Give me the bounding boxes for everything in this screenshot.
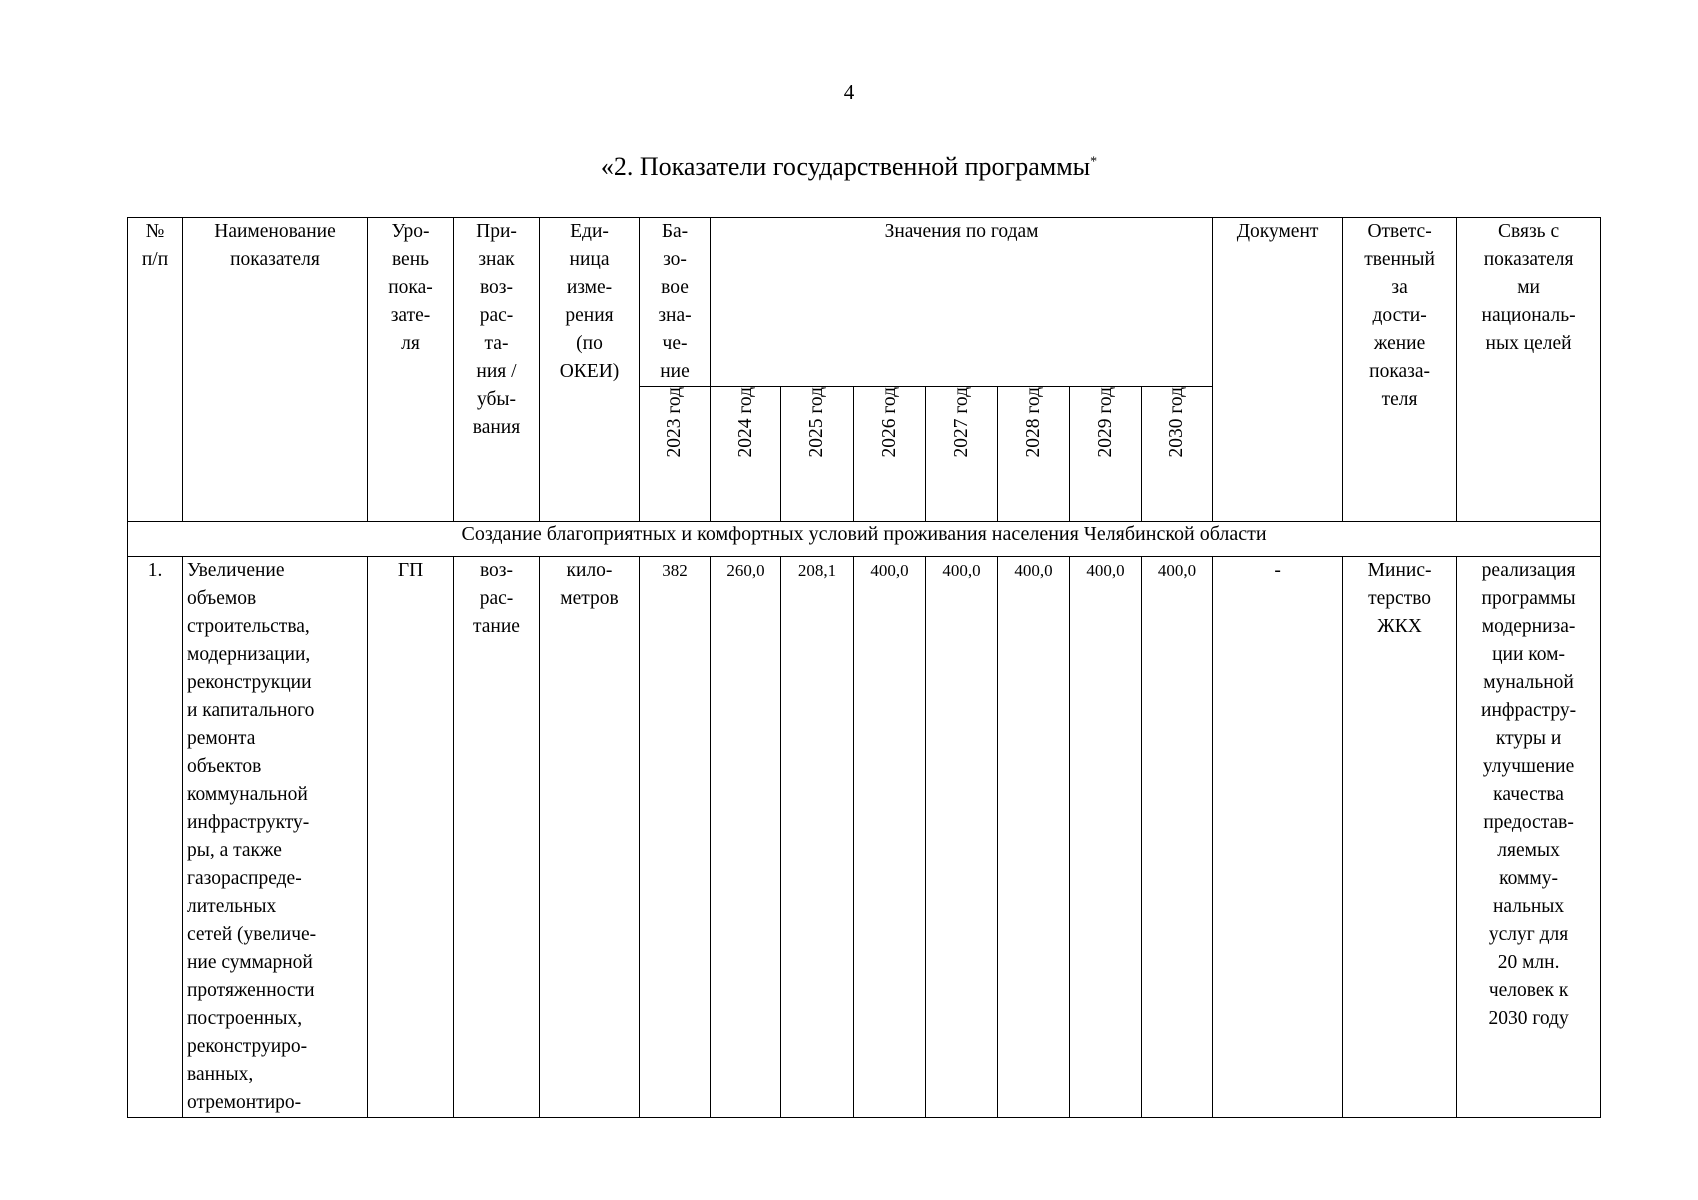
- cell-national-goals-link: реализация программы модерниза- ции ком- мунальной инфрастру- ктуры и улучшение качества предостав- ляемых комму- нальных услуг для 20 млн. человек к 2030 году: [1457, 557, 1601, 1118]
- indicators-table: [127, 217, 1601, 1118]
- cell-responsible: Минис- терство ЖКХ: [1343, 557, 1457, 1118]
- cell-trend: воз- рас- тание: [454, 557, 540, 1118]
- cell-value-2028: 400,0: [998, 557, 1070, 1118]
- cell-base-value: 382: [640, 557, 711, 1118]
- page-number: 4: [843, 80, 855, 104]
- title-footnote-mark: *: [1090, 154, 1098, 170]
- header-unit: Еди- ница изме- рения (по ОКЕИ): [540, 218, 640, 522]
- cell-unit: кило- метров: [540, 557, 640, 1118]
- table-row: [128, 557, 1601, 1118]
- cell-document: -: [1213, 557, 1343, 1118]
- cell-indicator-name: Увеличение объемов строительства, модернизации, реконструкции и капитального ремонта объектов коммунальной инфраструкту- ры, а также газораспреде- лительных сетей (увеличе- ние суммарной протяженности построенных, реконструиро- ванных, отремонтиро-: [183, 557, 368, 1118]
- header-year-2026: 2026 год: [854, 387, 926, 522]
- section-row: [128, 522, 1601, 557]
- header-num: № п/п: [128, 218, 183, 522]
- section-title: Создание благоприятных и комфортных условий проживания населения Челябинской области: [128, 522, 1601, 557]
- header-years-group: Значения по годам: [711, 218, 1213, 387]
- header-base-year: 2023 год: [640, 387, 711, 522]
- cell-value-2024: 260,0: [711, 557, 781, 1118]
- header-responsible: Ответс- твенный за дости- жение показа- теля: [1343, 218, 1457, 522]
- header-year-2029: 2029 год: [1070, 387, 1142, 522]
- header-year-2024: 2024 год: [711, 387, 781, 522]
- header-row: [128, 218, 1601, 387]
- cell-value-2025: 208,1: [781, 557, 854, 1118]
- header-name: Наименование показателя: [183, 218, 368, 522]
- header-year-2025: 2025 год: [781, 387, 854, 522]
- page-title: [0, 152, 1698, 182]
- header-document: Документ: [1213, 218, 1343, 522]
- cell-value-2026: 400,0: [854, 557, 926, 1118]
- cell-value-2030: 400,0: [1142, 557, 1213, 1118]
- cell-value-2029: 400,0: [1070, 557, 1142, 1118]
- header-year-2028: 2028 год: [998, 387, 1070, 522]
- cell-level: ГП: [368, 557, 454, 1118]
- header-year-2027: 2027 год: [926, 387, 998, 522]
- header-trend: При- знак воз- рас- та- ния / убы- вания: [454, 218, 540, 522]
- cell-num: 1.: [128, 557, 183, 1118]
- title-text: «2. Показатели государственной программы: [600, 152, 1091, 181]
- header-base: Ба- зо- вое зна- че- ние: [640, 218, 711, 387]
- cell-value-2027: 400,0: [926, 557, 998, 1118]
- header-year-2030: 2030 год: [1142, 387, 1213, 522]
- header-level: Уро- вень пока- зате- ля: [368, 218, 454, 522]
- header-link: Связь с показателя ми националь- ных целей: [1457, 218, 1601, 522]
